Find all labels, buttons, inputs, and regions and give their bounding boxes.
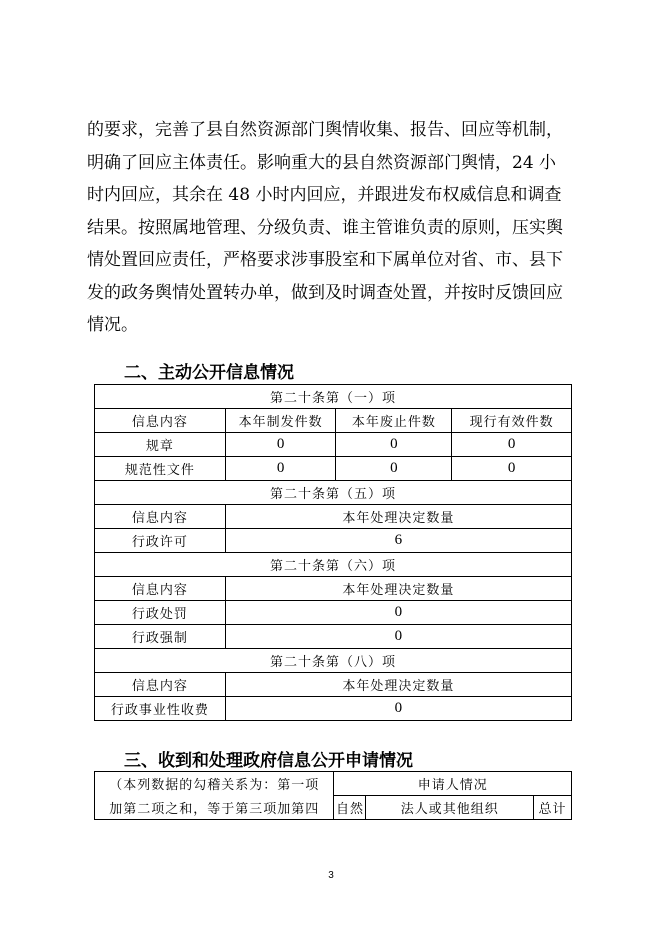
table-row [95,457,572,481]
paragraph-line: 时内回应，其余在 48 小时内回应，并跟进发布权威信息和调查 [87,185,562,205]
table-row [95,673,572,697]
table-row [95,649,572,673]
application-table [94,771,572,820]
table-row [95,481,572,505]
cell-value: 0 [336,433,452,457]
column-header: 信息内容 [95,409,226,433]
cell-value: 0 [336,457,452,481]
table-row [95,553,572,577]
table-row [95,772,572,796]
table-row [95,505,572,529]
row-label: 行政事业性收费 [95,697,226,721]
cell-value: 0 [225,433,336,457]
table-row [95,433,572,457]
table-row [95,796,572,820]
row-label: 行政许可 [95,529,226,553]
cell-value: 0 [225,625,571,649]
article-6-header: 第二十条第（六）项 [95,553,572,577]
paragraph-line: 情处置回应责任，严格要求涉事股室和下属单位对省、市、县下 [87,250,563,270]
applicant-header: 申请人情况 [334,772,572,796]
row-label: 规章 [95,433,226,457]
column-header: 信息内容 [95,673,226,697]
body-paragraph [87,114,582,342]
section-2-title: 二、主动公开信息情况 [124,363,294,383]
column-header: 法人或其他组织 [366,796,534,820]
cell-value: 0 [225,697,571,721]
table-row [95,601,572,625]
column-header: 本年处理决定数量 [225,505,571,529]
table-row [95,625,572,649]
note-line: （本列数据的勾稽关系为：第一项 [95,772,334,796]
column-header: 现行有效件数 [452,409,572,433]
article-1-header: 第二十条第（一）项 [95,385,572,409]
table-row [95,409,572,433]
table-row [95,529,572,553]
row-label: 行政强制 [95,625,226,649]
column-header: 本年处理决定数量 [225,577,571,601]
column-header: 本年处理决定数量 [225,673,571,697]
paragraph-line: 明确了回应主体责任。影响重大的县自然资源部门舆情，24 小 [87,152,557,173]
table-row [95,697,572,721]
table-row [95,577,572,601]
row-label: 行政处罚 [95,601,226,625]
section-3-title: 三、收到和处理政府信息公开申请情况 [124,751,413,771]
proactive-disclosure-table [94,384,572,721]
note-line: 加第二项之和，等于第三项加第四 [95,796,334,820]
column-header: 信息内容 [95,577,226,601]
cell-value: 0 [225,601,571,625]
table-row [95,385,572,409]
column-header: 自然 [334,796,366,820]
column-header: 本年废止件数 [336,409,452,433]
paragraph-line: 发的政务舆情处置转办单，做到及时调查处置，并按时反馈回应 [87,282,563,303]
row-label: 规范性文件 [95,457,226,481]
column-header: 本年制发件数 [225,409,336,433]
paragraph-line: 的要求，完善了县自然资源部门舆情收集、报告、回应等机制， [87,120,563,140]
column-header: 信息内容 [95,505,226,529]
paragraph-line: 结果。按照属地管理、分级负责、谁主管谁负责的原则，压实舆 [87,217,563,238]
paragraph-line: 情况。 [87,315,138,335]
cell-value: 6 [225,529,571,553]
article-5-header: 第二十条第（五）项 [95,481,572,505]
cell-value: 0 [225,457,336,481]
column-header: 总计 [534,796,572,820]
article-8-header: 第二十条第（八）项 [95,649,572,673]
cell-value: 0 [452,433,572,457]
cell-value: 0 [452,457,572,481]
page-number: 3 [328,870,334,881]
